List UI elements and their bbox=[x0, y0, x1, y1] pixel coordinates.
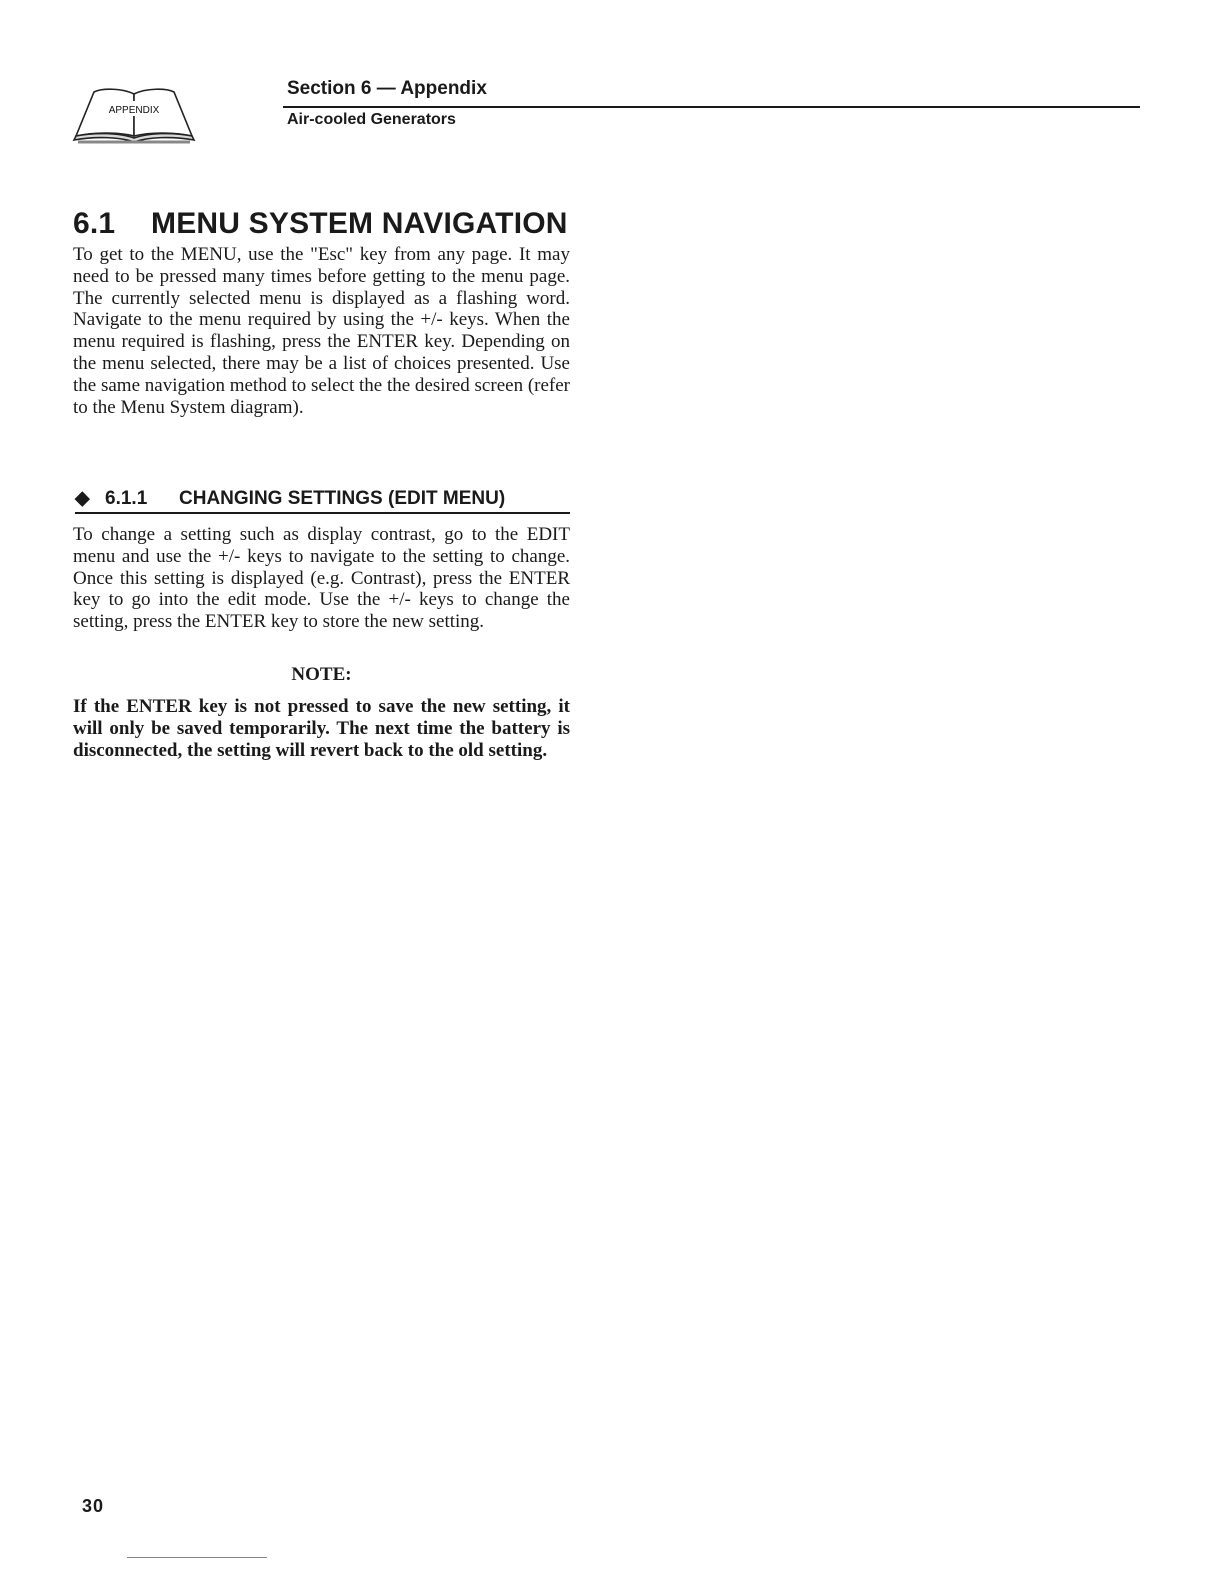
header-rule bbox=[283, 106, 1140, 108]
section-heading-text: MENU SYSTEM NAVIGATION bbox=[151, 207, 568, 240]
subsection-body: To change a setting such as display contrast, go to the EDIT menu and use the +/- keys to navigate to the setting to change. Once this setting is displayed (e.g. Contrast), press the ENTER key to go into the edit mode. Use the +/- keys to change the setting, press the ENTER key to store the new setting. bbox=[73, 524, 570, 633]
subsection-number: 6.1.1 bbox=[105, 488, 148, 509]
logo-label: APPENDIX bbox=[108, 105, 160, 116]
section-subtitle: Air-cooled Generators bbox=[287, 111, 456, 128]
page-number: 30 bbox=[82, 1496, 105, 1516]
subsection-heading bbox=[75, 488, 570, 514]
section-body: To get to the MENU, use the "Esc" key from any page. It may need to be pressed many times before getting to the menu page. The currently selected menu is displayed as a flashing word. Navigate to the menu required by using the +/- keys. When the menu required is flashing, press the ENTER key. Depending on the menu selected, there may be a list of choices presented. Use the same navigation method to select the the desired screen (refer to the Menu System diagram). bbox=[73, 244, 570, 418]
section-number: 6.1 bbox=[73, 207, 116, 240]
section-title: Section 6 — Appendix bbox=[287, 78, 487, 99]
note-label: NOTE: bbox=[291, 664, 352, 685]
footer-rule bbox=[127, 1557, 267, 1558]
section-heading bbox=[73, 207, 568, 241]
diamond-bullet-icon: ◆ bbox=[75, 488, 90, 509]
subsection-heading-text: CHANGING SETTINGS (EDIT MENU) bbox=[179, 488, 506, 509]
note-text: If the ENTER key is not pressed to save the new setting, it will only be saved temporarily. The next time the battery is disconnected, the setting will revert back to the old setting. bbox=[73, 696, 570, 761]
appendix-book-logo bbox=[72, 84, 196, 146]
